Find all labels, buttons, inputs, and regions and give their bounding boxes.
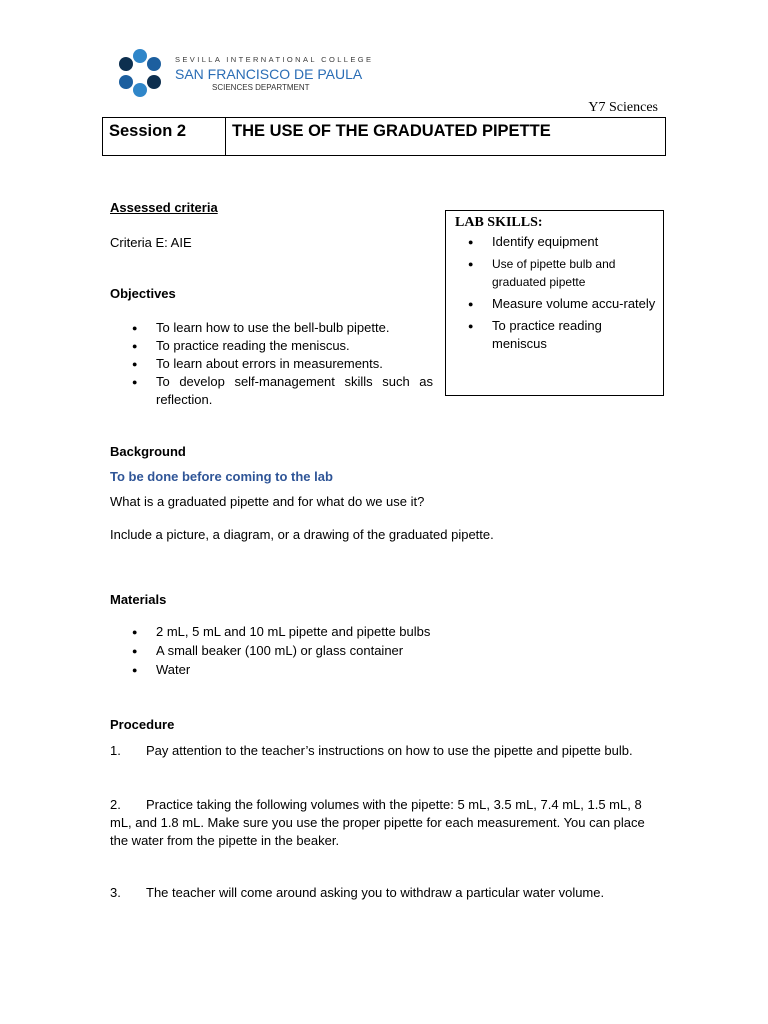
materials-list bbox=[110, 623, 560, 680]
list-item: ● Identify equipment bbox=[446, 233, 656, 251]
objectives-heading: Objectives bbox=[110, 286, 176, 301]
procedure-step-2 bbox=[110, 796, 655, 850]
criteria-text: Criteria E: AIE bbox=[110, 235, 192, 250]
step-number: 2. bbox=[110, 797, 121, 812]
list-item: ● Measure volume accu-rately bbox=[446, 295, 656, 313]
school-logo bbox=[110, 45, 170, 101]
step-number: 3. bbox=[110, 885, 121, 900]
session-label: Session 2 bbox=[103, 118, 226, 155]
objectives-list bbox=[110, 319, 433, 409]
list-item: ● 2 mL, 5 mL and 10 mL pipette and pipette bulbs bbox=[110, 623, 560, 641]
grade-label: Y7 Sciences bbox=[588, 100, 658, 115]
materials-heading: Materials bbox=[110, 592, 167, 607]
procedure-step-3 bbox=[110, 884, 655, 902]
list-item: ● To learn about errors in measurements. bbox=[110, 355, 433, 373]
step-text: Practice taking the following volumes with the pipette: 5 mL, 3.5 mL, 7.4 mL, 1.5 mL, 8 mL, and 1.8 mL. Make sure you use the proper pipette for each measurement. You can place the water from the pipette in the beaker. bbox=[110, 797, 645, 848]
step-number: 1. bbox=[110, 743, 121, 758]
lab-skills-list bbox=[446, 233, 656, 357]
page-title: THE USE OF THE GRADUATED PIPETTE bbox=[232, 122, 551, 140]
title-table bbox=[102, 117, 666, 156]
procedure-heading: Procedure bbox=[110, 717, 175, 732]
step-text: The teacher will come around asking you to withdraw a particular water volume. bbox=[146, 885, 605, 900]
lab-skills-box bbox=[445, 210, 664, 396]
procedure-step-1 bbox=[110, 742, 655, 760]
background-heading: Background bbox=[110, 444, 186, 459]
list-item: ● To develop self-management skills such as reflection. bbox=[110, 373, 433, 409]
logo-department: SCIENCES DEPARTMENT bbox=[212, 83, 310, 92]
logo-school-name: SAN FRANCISCO DE PAULA bbox=[175, 66, 363, 82]
list-item: ● Use of pipette bulb and graduated pipette bbox=[446, 255, 656, 291]
background-note: To be done before coming to the lab bbox=[110, 469, 333, 484]
list-item: ● To learn how to use the bell-bulb pipette. bbox=[110, 319, 433, 337]
assessed-criteria-heading: Assessed criteria bbox=[110, 200, 218, 215]
logo-college-name: SEVILLA INTERNATIONAL COLLEGE bbox=[175, 55, 374, 64]
list-item: ● To practice reading meniscus bbox=[446, 317, 656, 353]
logo-text bbox=[175, 55, 373, 92]
list-item: ● To practice reading the meniscus. bbox=[110, 337, 433, 355]
list-item: ● Water bbox=[110, 661, 560, 679]
background-instruction: Include a picture, a diagram, or a drawing of the graduated pipette. bbox=[110, 527, 494, 542]
list-item: ● A small beaker (100 mL) or glass container bbox=[110, 642, 560, 660]
background-question: What is a graduated pipette and for what do we use it? bbox=[110, 494, 425, 509]
lab-skills-title: LAB SKILLS: bbox=[455, 215, 543, 230]
step-text: Pay attention to the teacher’s instructions on how to use the pipette and pipette bulb. bbox=[146, 743, 633, 758]
